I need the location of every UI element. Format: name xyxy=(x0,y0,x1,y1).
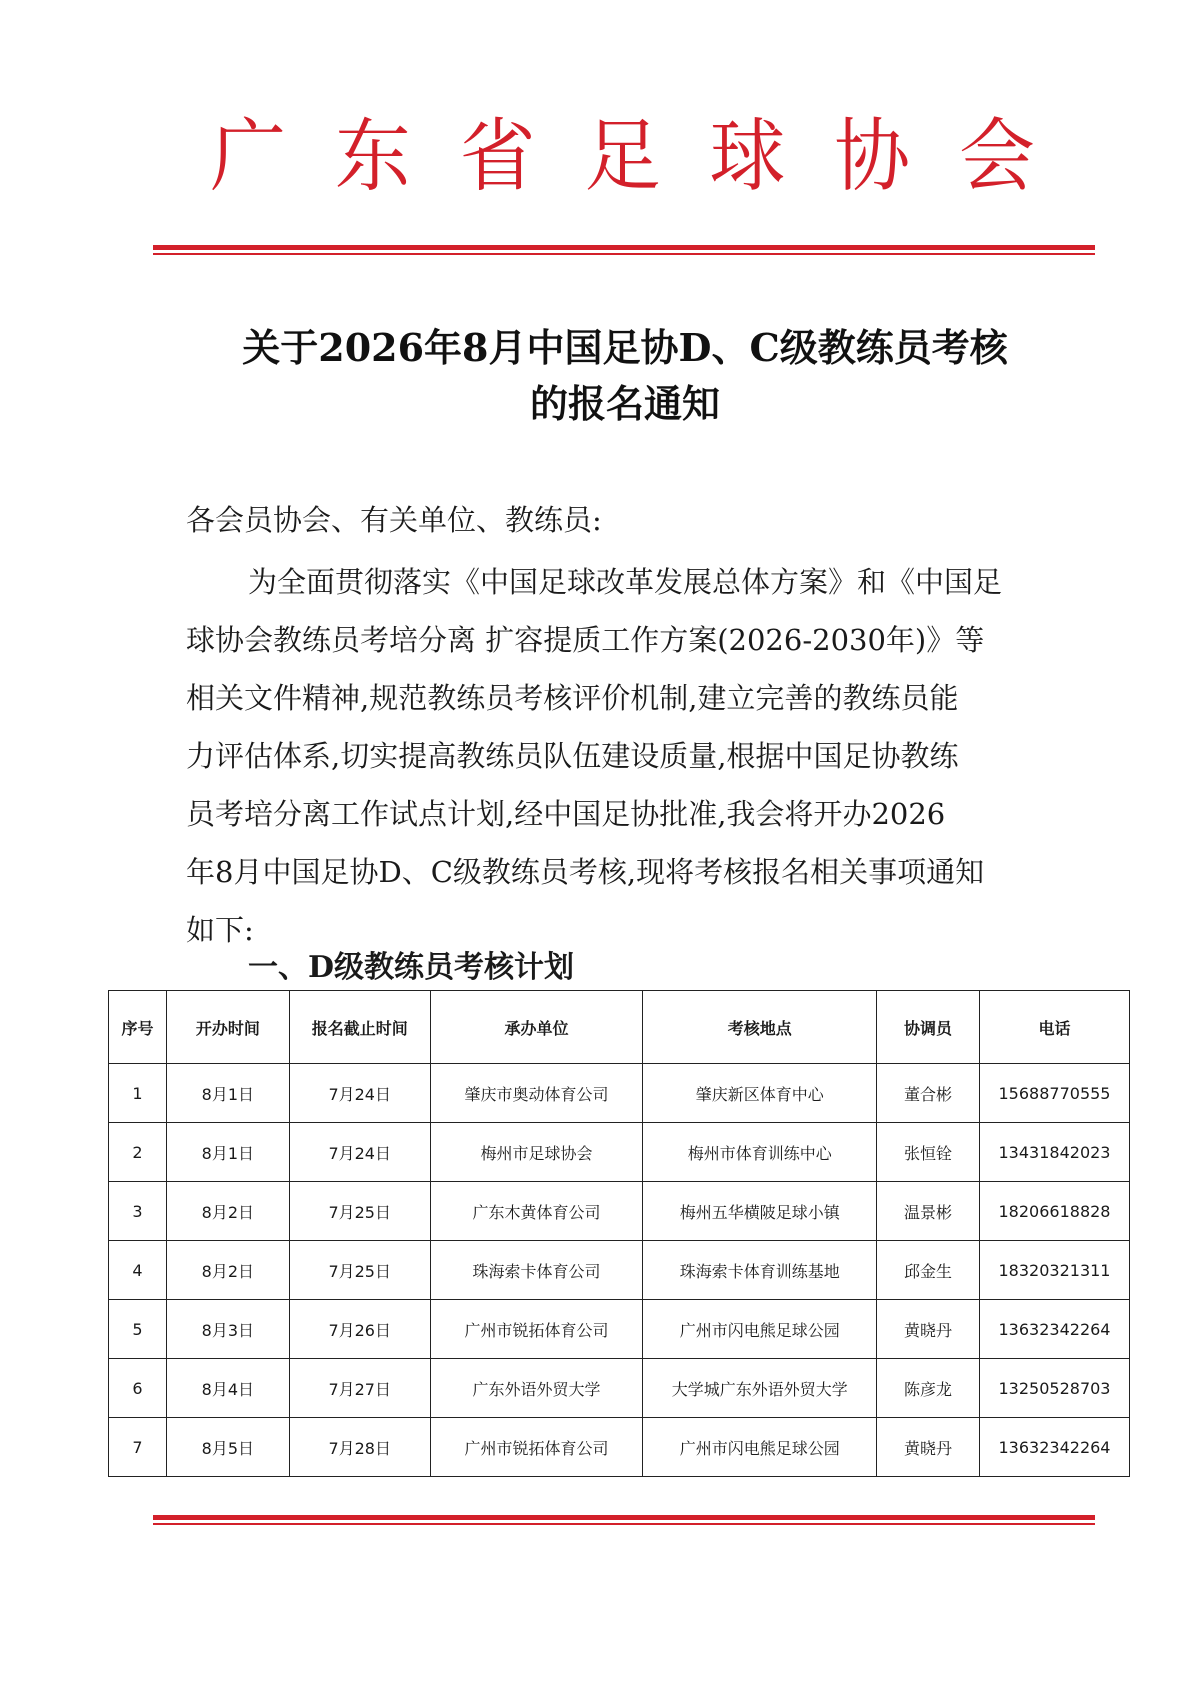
cell-organizer: 肇庆市奥动体育公司 xyxy=(430,1064,643,1123)
title-line-2: 的报名通知 xyxy=(529,381,720,426)
body-line: 相关文件精神,规范教练员考核评价机制,建立完善的教练员能 xyxy=(186,681,959,715)
header-phone: 电话 xyxy=(980,991,1130,1064)
header-start-date: 开办时间 xyxy=(166,991,289,1064)
cell-venue: 肇庆新区体育中心 xyxy=(643,1064,877,1123)
cell-deadline: 7月27日 xyxy=(289,1359,430,1418)
cell-deadline: 7月25日 xyxy=(289,1182,430,1241)
cell-deadline: 7月28日 xyxy=(289,1418,430,1477)
cell-phone: 13431842023 xyxy=(980,1123,1130,1182)
cell-index: 5 xyxy=(109,1300,167,1359)
body-line: 员考培分离工作试点计划,经中国足协批准,我会将开办2026 xyxy=(186,797,946,831)
letterhead-char: 会 xyxy=(958,108,1035,203)
cell-index: 1 xyxy=(109,1064,167,1123)
cell-index: 6 xyxy=(109,1359,167,1418)
cell-index: 3 xyxy=(109,1182,167,1241)
exam-plan-table xyxy=(108,990,1130,1477)
cell-organizer: 梅州市足球协会 xyxy=(430,1123,643,1182)
cell-organizer: 广州市锐拓体育公司 xyxy=(430,1418,643,1477)
table-row xyxy=(109,1418,1130,1477)
table-row xyxy=(109,1064,1130,1123)
section-title: 一、D级教练员考核计划 xyxy=(248,950,575,985)
cell-venue: 梅州市体育训练中心 xyxy=(643,1123,877,1182)
cell-start-date: 8月1日 xyxy=(166,1123,289,1182)
cell-phone: 15688770555 xyxy=(980,1064,1130,1123)
document-title xyxy=(150,320,1100,432)
cell-organizer: 广东木黄体育公司 xyxy=(430,1182,643,1241)
cell-coordinator: 陈彦龙 xyxy=(877,1359,980,1418)
cell-phone: 13632342264 xyxy=(980,1418,1130,1477)
title-line-1: 关于2026年8月中国足协D、C级教练员考核 xyxy=(242,325,1008,370)
cell-index: 4 xyxy=(109,1241,167,1300)
header-venue: 考核地点 xyxy=(643,991,877,1064)
cell-start-date: 8月2日 xyxy=(166,1182,289,1241)
letterhead-char: 广 xyxy=(210,108,286,203)
cell-phone: 13632342264 xyxy=(980,1300,1130,1359)
cell-start-date: 8月3日 xyxy=(166,1300,289,1359)
cell-organizer: 珠海索卡体育公司 xyxy=(430,1241,643,1300)
header-coordinator: 协调员 xyxy=(877,991,980,1064)
cell-venue: 广州市闪电熊足球公园 xyxy=(643,1300,877,1359)
cell-coordinator: 黄晓丹 xyxy=(877,1418,980,1477)
cell-coordinator: 张恒铨 xyxy=(877,1123,980,1182)
table-header-row xyxy=(109,991,1130,1064)
cell-coordinator: 黄晓丹 xyxy=(877,1300,980,1359)
cell-start-date: 8月1日 xyxy=(166,1064,289,1123)
cell-organizer: 广州市锐拓体育公司 xyxy=(430,1300,643,1359)
table-row xyxy=(109,1182,1130,1241)
cell-organizer: 广东外语外贸大学 xyxy=(430,1359,643,1418)
cell-start-date: 8月5日 xyxy=(166,1418,289,1477)
cell-index: 7 xyxy=(109,1418,167,1477)
letterhead-char: 球 xyxy=(709,108,786,203)
cell-coordinator: 邱金生 xyxy=(877,1241,980,1300)
cell-phone: 13250528703 xyxy=(980,1359,1130,1418)
body-line: 球协会教练员考培分离 扩容提质工作方案(2026-2030年)》等 xyxy=(186,623,985,657)
letterhead-char: 足 xyxy=(584,108,661,203)
cell-venue: 梅州五华横陂足球小镇 xyxy=(643,1182,877,1241)
body-paragraph xyxy=(186,553,1066,959)
cell-deadline: 7月25日 xyxy=(289,1241,430,1300)
cell-start-date: 8月2日 xyxy=(166,1241,289,1300)
body-line: 为全面贯彻落实《中国足球改革发展总体方案》和《中国足 xyxy=(248,565,1003,599)
cell-venue: 珠海索卡体育训练基地 xyxy=(643,1241,877,1300)
cell-phone: 18206618828 xyxy=(980,1182,1130,1241)
table-row xyxy=(109,1123,1130,1182)
salutation: 各会员协会、有关单位、教练员: xyxy=(186,503,602,537)
cell-coordinator: 温景彬 xyxy=(877,1182,980,1241)
letterhead xyxy=(210,108,1035,203)
table-row xyxy=(109,1300,1130,1359)
table-row xyxy=(109,1241,1130,1300)
cell-start-date: 8月4日 xyxy=(166,1359,289,1418)
cell-index: 2 xyxy=(109,1123,167,1182)
cell-venue: 大学城广东外语外贸大学 xyxy=(643,1359,877,1418)
header-organizer: 承办单位 xyxy=(430,991,643,1064)
footer-divider xyxy=(153,1515,1095,1525)
header-deadline: 报名截止时间 xyxy=(289,991,430,1064)
body-line: 年8月中国足协D、C级教练员考核,现将考核报名相关事项通知 xyxy=(186,855,985,889)
table-row xyxy=(109,1359,1130,1418)
body-line: 如下: xyxy=(186,913,254,947)
letterhead-char: 省 xyxy=(459,108,536,203)
cell-deadline: 7月26日 xyxy=(289,1300,430,1359)
header-index: 序号 xyxy=(109,991,167,1064)
cell-phone: 18320321311 xyxy=(980,1241,1130,1300)
cell-deadline: 7月24日 xyxy=(289,1123,430,1182)
cell-deadline: 7月24日 xyxy=(289,1064,430,1123)
body-line: 力评估体系,切实提高教练员队伍建设质量,根据中国足协教练 xyxy=(186,739,959,773)
letterhead-char: 协 xyxy=(834,108,911,203)
letterhead-char: 东 xyxy=(334,108,411,203)
cell-coordinator: 董合彬 xyxy=(877,1064,980,1123)
cell-venue: 广州市闪电熊足球公园 xyxy=(643,1418,877,1477)
letterhead-divider xyxy=(153,245,1095,255)
